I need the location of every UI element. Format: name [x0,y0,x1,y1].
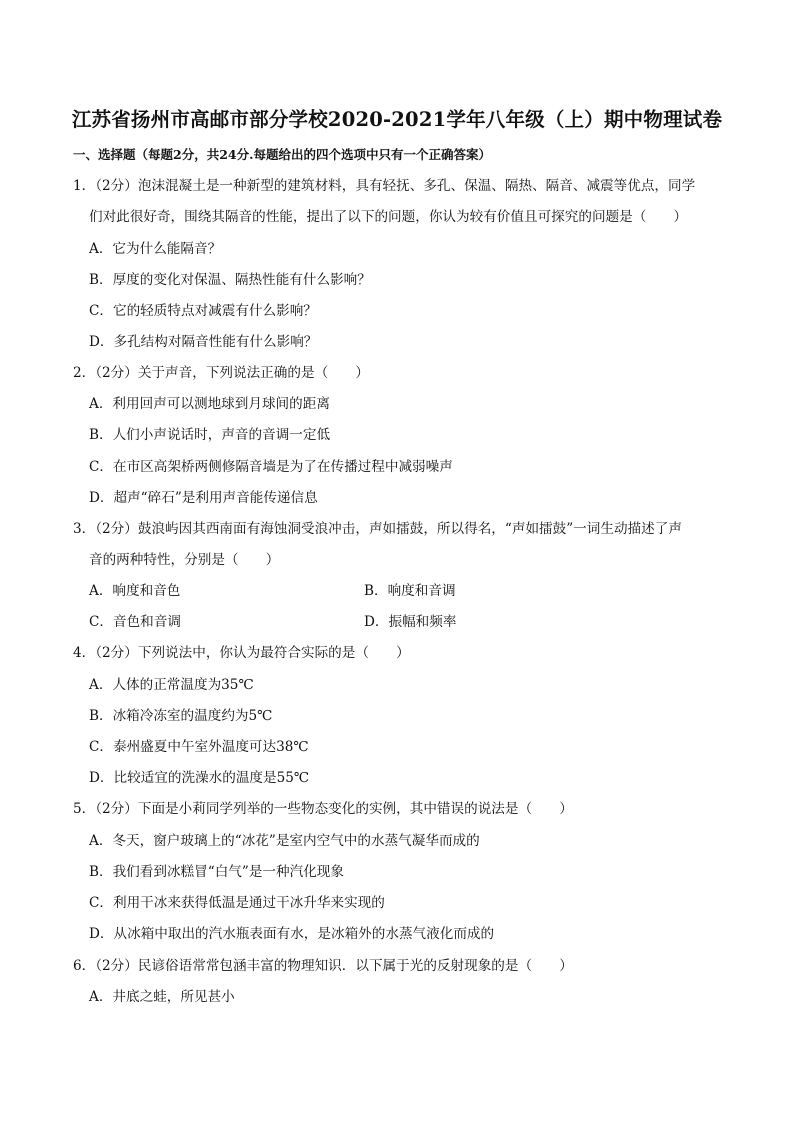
question-4-option-b: B．冰箱冷冻室的温度约为5℃ [89,708,273,724]
question-5-option-a: A．冬天，窗户玻璃上的“冰花”是室内空气中的水蒸气凝华而成的 [89,833,480,849]
question-2-option-b: B．人们小声说话时，声音的音调一定低 [89,427,331,443]
question-2-stem: 2．（2分）关于声音，下列说法正确的是（ ） [73,365,369,381]
question-5-stem: 5．（2分）下面是小莉同学列举的一些物态变化的实例，其中错误的说法是（ ） [73,801,573,817]
question-1-stem-continued: 们对此很好奇，围绕其隔音的性能，提出了以下的问题，你认为较有价值且可探究的问题是（ ） [89,209,688,225]
question-1-option-a: A．它为什么能隔音？ [89,241,222,257]
question-4-option-c: C．泰州盛夏中午室外温度可达38℃ [89,739,309,755]
question-5-option-b: B．我们看到冰糕冒“白气”是一种汽化现象 [89,864,344,880]
question-3-stem: 3．（2分）鼓浪屿因其西南面有海蚀洞受浪冲击，声如擂鼓，所以得名，“声如擂鼓”一词生动描述了声 [73,521,682,537]
question-3-option-d: D．振幅和频率 [364,614,457,630]
question-3-stem-continued: 音的两种特性，分别是（ ） [89,552,280,568]
question-5-option-d: D．从冰箱中取出的汽水瓶表面有水，是冰箱外的水蒸气液化而成的 [89,926,495,942]
question-5-option-c: C．利用干冰来获得低温是通过干冰升华来实现的 [89,895,385,911]
question-1-option-c: C．它的轻质特点对减震有什么影响？ [89,303,317,319]
question-3-option-a: A．响度和音色 [89,583,181,599]
question-6-option-a: A．井底之蛙，所见甚小 [89,989,235,1005]
question-4-stem: 4．（2分）下列说法中，你认为最符合实际的是（ ） [73,645,410,661]
question-2-option-a: A．利用回声可以测地球到月球间的距离 [89,396,330,412]
question-6-stem: 6．（2分）民谚俗语常常包涵丰富的物理知识．以下属于光的反射现象的是（ ） [73,958,573,974]
question-1-option-d: D．多孔结构对隔音性能有什么影响？ [89,334,318,350]
section-heading: 一、选择题（每题2分，共24分.每题给出的四个选项中只有一个正确答案） [73,147,491,162]
question-3-option-c: C．音色和音调 [89,614,181,630]
exam-title: 江苏省扬州市高邮市部分学校2020-2021学年八年级（上）期中物理试卷 [71,108,723,131]
question-2-option-c: C．在市区高架桥两侧修隔音墙是为了在传播过程中减弱噪声 [89,459,453,475]
question-2-option-d: D．超声“碎石”是利用声音能传递信息 [89,490,318,506]
question-1-option-b: B．厚度的变化对保温、隔热性能有什么影响？ [89,272,371,288]
question-4-option-a: A．人体的正常温度为35℃ [89,677,254,693]
question-1-stem: 1．（2分）泡沫混凝土是一种新型的建筑材料，具有轻抚、多孔、保温、隔热、隔音、减震等优点，同学 [73,178,696,194]
question-4-option-d: D．比较适宜的洗澡水的温度是55℃ [89,770,310,786]
question-3-option-b: B．响度和音调 [364,583,456,599]
